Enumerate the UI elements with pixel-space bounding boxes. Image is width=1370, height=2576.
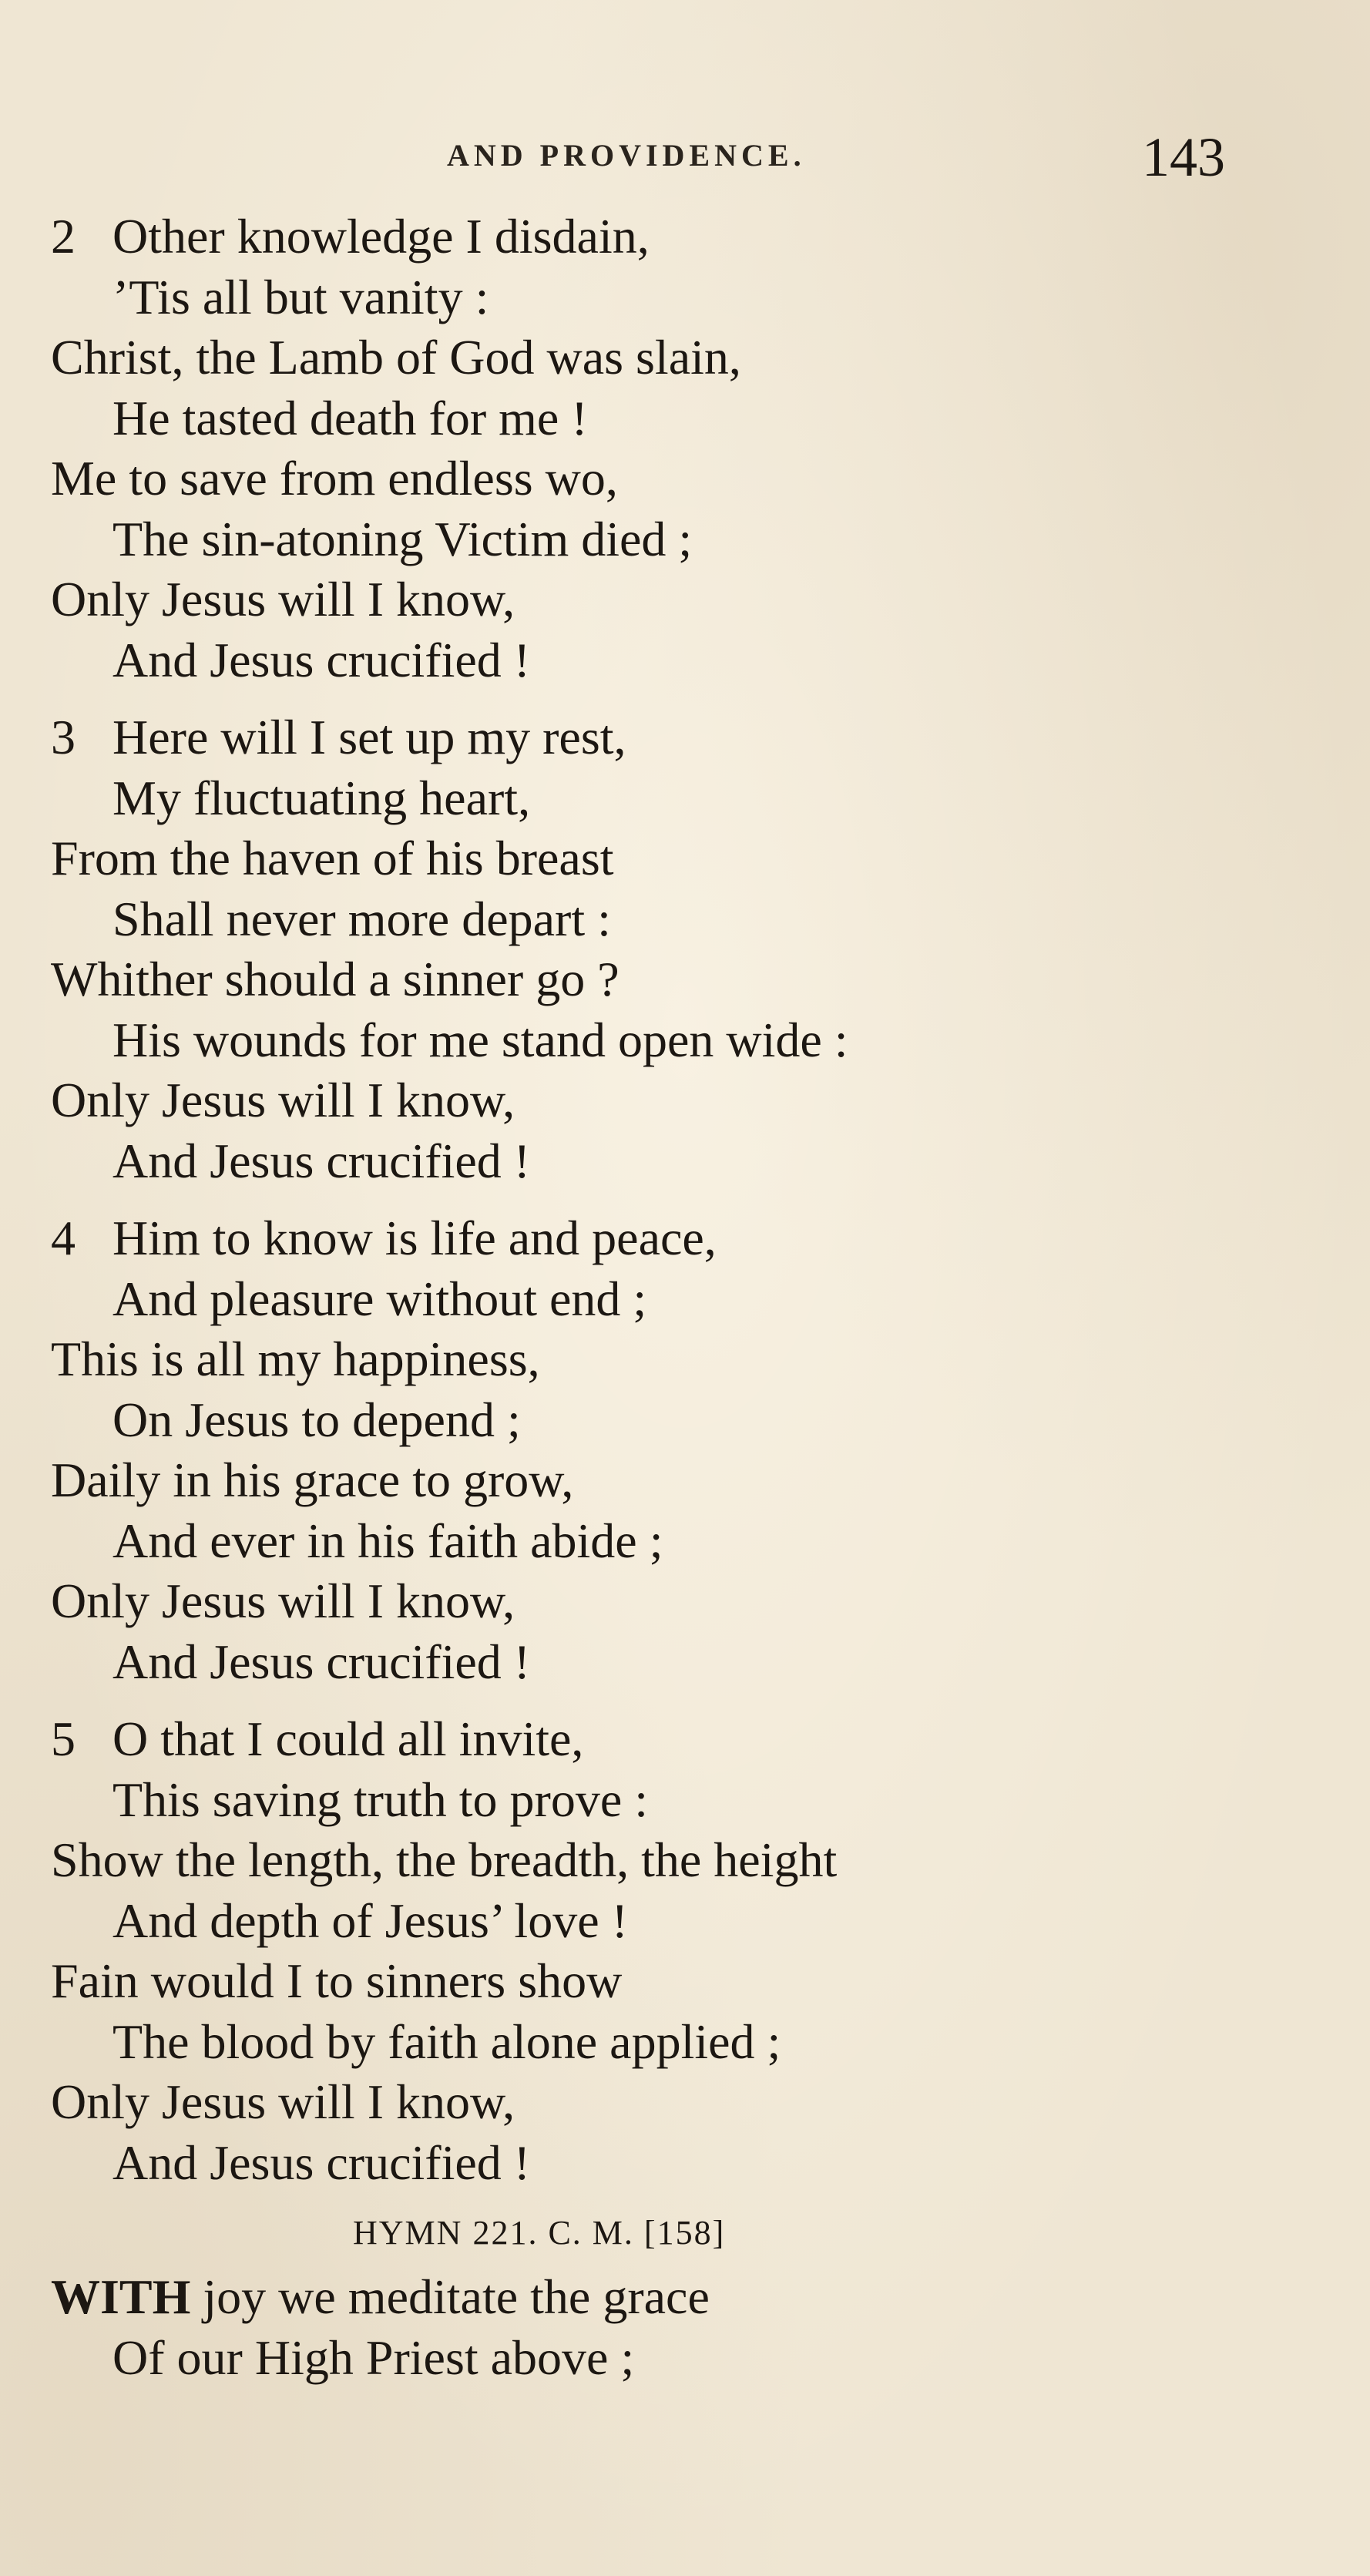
- stanza-line: And Jesus crucified !: [112, 1133, 531, 1188]
- stanza-line: 3 Here will I set up my rest,: [51, 707, 1322, 768]
- stanza-line: The blood by faith alone applied ;: [112, 2013, 781, 2069]
- stanza-line: And depth of Jesus’ love !: [112, 1893, 628, 1948]
- stanza-number: 3: [51, 710, 76, 764]
- stanza-number: 4: [51, 1211, 76, 1265]
- stanza-line: And pleasure without end ;: [112, 1271, 647, 1326]
- stanza-line: Show the length, the breadth, the height: [51, 1832, 838, 1887]
- stanza-line: Me to save from endless wo,: [51, 451, 618, 505]
- stanza-line: On Jesus to depend ;: [112, 1392, 521, 1447]
- stanza-line: WITH joy we meditate the grace: [51, 2269, 710, 2324]
- stanza-line: ’Tis all but vanity :: [112, 269, 489, 324]
- hymn-221-opening: [51, 2267, 1322, 2388]
- stanza-line: Daily in his grace to grow,: [51, 1453, 574, 1507]
- stanza-number: 2: [51, 209, 76, 264]
- stanza-line: And ever in his faith abide ;: [112, 1513, 663, 1568]
- stanza-2: [51, 207, 1322, 690]
- stanza-line: Only Jesus will I know,: [51, 572, 515, 626]
- stanza-3: [51, 707, 1322, 1191]
- first-word: WITH: [51, 2269, 191, 2324]
- stanza-line: Only Jesus will I know,: [51, 1573, 515, 1628]
- hymn-heading: HYMN 221. C. M. [158]: [353, 2214, 726, 2252]
- stanza-5: [51, 1709, 1322, 2193]
- stanza-line: Of our High Priest above ;: [112, 2329, 635, 2385]
- stanza-line: And Jesus crucified !: [112, 632, 531, 687]
- stanza-line: This saving truth to prove :: [112, 1772, 649, 1827]
- stanza-line: Whither should a sinner go ?: [51, 952, 620, 1006]
- stanza-line: Shall never more depart :: [112, 891, 611, 946]
- stanza-line: From the haven of his breast: [51, 831, 614, 885]
- stanza-line: 4 Him to know is life and peace,: [51, 1208, 1322, 1269]
- stanza-line: He tasted death for me !: [112, 390, 588, 445]
- stanza-number: 5: [51, 1711, 76, 1766]
- stanza-line: 2 Other knowledge I disdain,: [51, 207, 1322, 267]
- stanza-line: 5 O that I could all invite,: [51, 1709, 1322, 1770]
- stanza-line: The sin-atoning Victim died ;: [112, 511, 693, 566]
- stanza-line: Only Jesus will I know,: [51, 1073, 515, 1127]
- stanza-line: This is all my happiness,: [51, 1332, 540, 1386]
- hymn-text: [51, 207, 1322, 2405]
- running-head: AND PROVIDENCE.: [447, 138, 806, 173]
- stanza-line: Christ, the Lamb of God was slain,: [51, 330, 741, 385]
- stanza-line: Only Jesus will I know,: [51, 2074, 515, 2129]
- stanza-4: [51, 1208, 1322, 1692]
- stanza-line: My fluctuating heart,: [112, 770, 531, 825]
- stanza-line: And Jesus crucified !: [112, 2134, 531, 2190]
- page-number: 143: [1142, 126, 1225, 188]
- stanza-line: And Jesus crucified !: [112, 1634, 531, 1689]
- stanza-line: Fain would I to sinners show: [51, 1953, 623, 2008]
- stanza-line: His wounds for me stand open wide :: [112, 1012, 848, 1067]
